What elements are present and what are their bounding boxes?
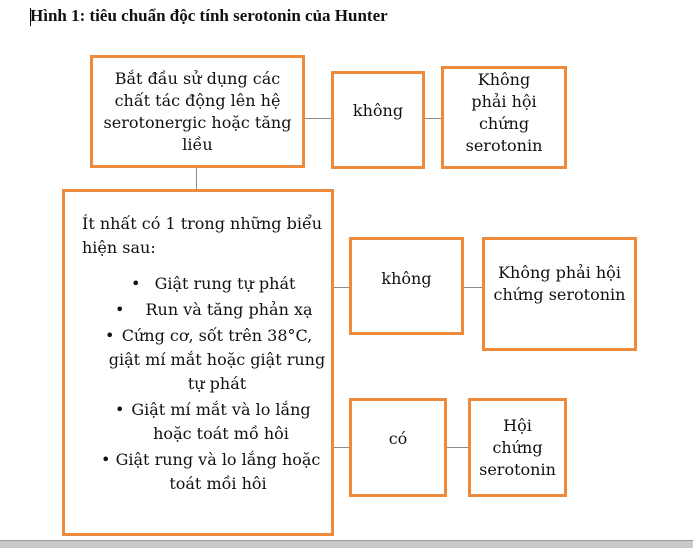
syndrome-box-label: Hội chứng serotonin — [479, 415, 556, 479]
not-syndrome-box-1-label: Không phải hội chứng serotonin — [465, 69, 543, 155]
bullet-icon: • — [131, 274, 141, 293]
criteria-item-text: Cứng cơ, sốt trên 38°C, giật mí mắt hoặc giật rung tự phát — [108, 326, 326, 393]
bullet-icon: • — [101, 450, 111, 469]
start-box — [90, 55, 305, 168]
connector-start-no1 — [305, 118, 332, 119]
bullet-icon: • — [115, 400, 125, 419]
syndrome-box — [468, 398, 567, 497]
connector-criteria-yes — [333, 447, 350, 448]
criteria-item — [65, 398, 335, 446]
connector-criteria-no2 — [333, 287, 350, 288]
criteria-item — [65, 448, 335, 496]
not-syndrome-box-2 — [482, 237, 637, 351]
criteria-item — [65, 272, 335, 296]
criteria-item-text: Giật mí mắt và lo lắng hoặc toát mồ hôi — [131, 400, 311, 443]
not-syndrome-box-2-label: Không phải hội chứng serotonin — [493, 263, 626, 304]
bullet-icon: • — [105, 326, 115, 345]
criteria-item-text: Giật rung tự phát — [154, 274, 296, 293]
criteria-item-text: Giật rung và lo lắng hoặc toát mồi hôi — [115, 450, 321, 493]
criteria-item — [65, 324, 335, 396]
connector-start-criteria — [196, 168, 197, 189]
no-box-1 — [331, 71, 425, 169]
not-syndrome-box-1 — [441, 66, 567, 169]
yes-box-label: có — [388, 428, 408, 448]
criteria-item-text: Run và tăng phản xạ — [145, 300, 313, 319]
criteria-box — [62, 189, 334, 536]
criteria-intro: Ít nhất có 1 trong những biểu hiện sau: — [82, 214, 323, 257]
no-box-1-label: không — [352, 101, 404, 120]
connector-no2-notsyndrome2 — [463, 287, 483, 288]
connector-no1-notsyndrome1 — [424, 118, 442, 119]
no-box-2-label: không — [381, 269, 432, 288]
bullet-icon: • — [115, 300, 125, 319]
start-box-label: Bắt đầu sử dụng các chất tác động lên hệ serotonergic hoặc tăng liều — [103, 68, 292, 154]
yes-box — [349, 398, 447, 497]
criteria-item — [65, 298, 335, 322]
criteria-list — [65, 272, 335, 496]
connector-yes-syndrome — [446, 447, 469, 448]
figure-title: Hình 1: tiêu chuẩn độc tính serotonin của Hunter — [30, 6, 388, 25]
no-box-2 — [349, 237, 464, 335]
